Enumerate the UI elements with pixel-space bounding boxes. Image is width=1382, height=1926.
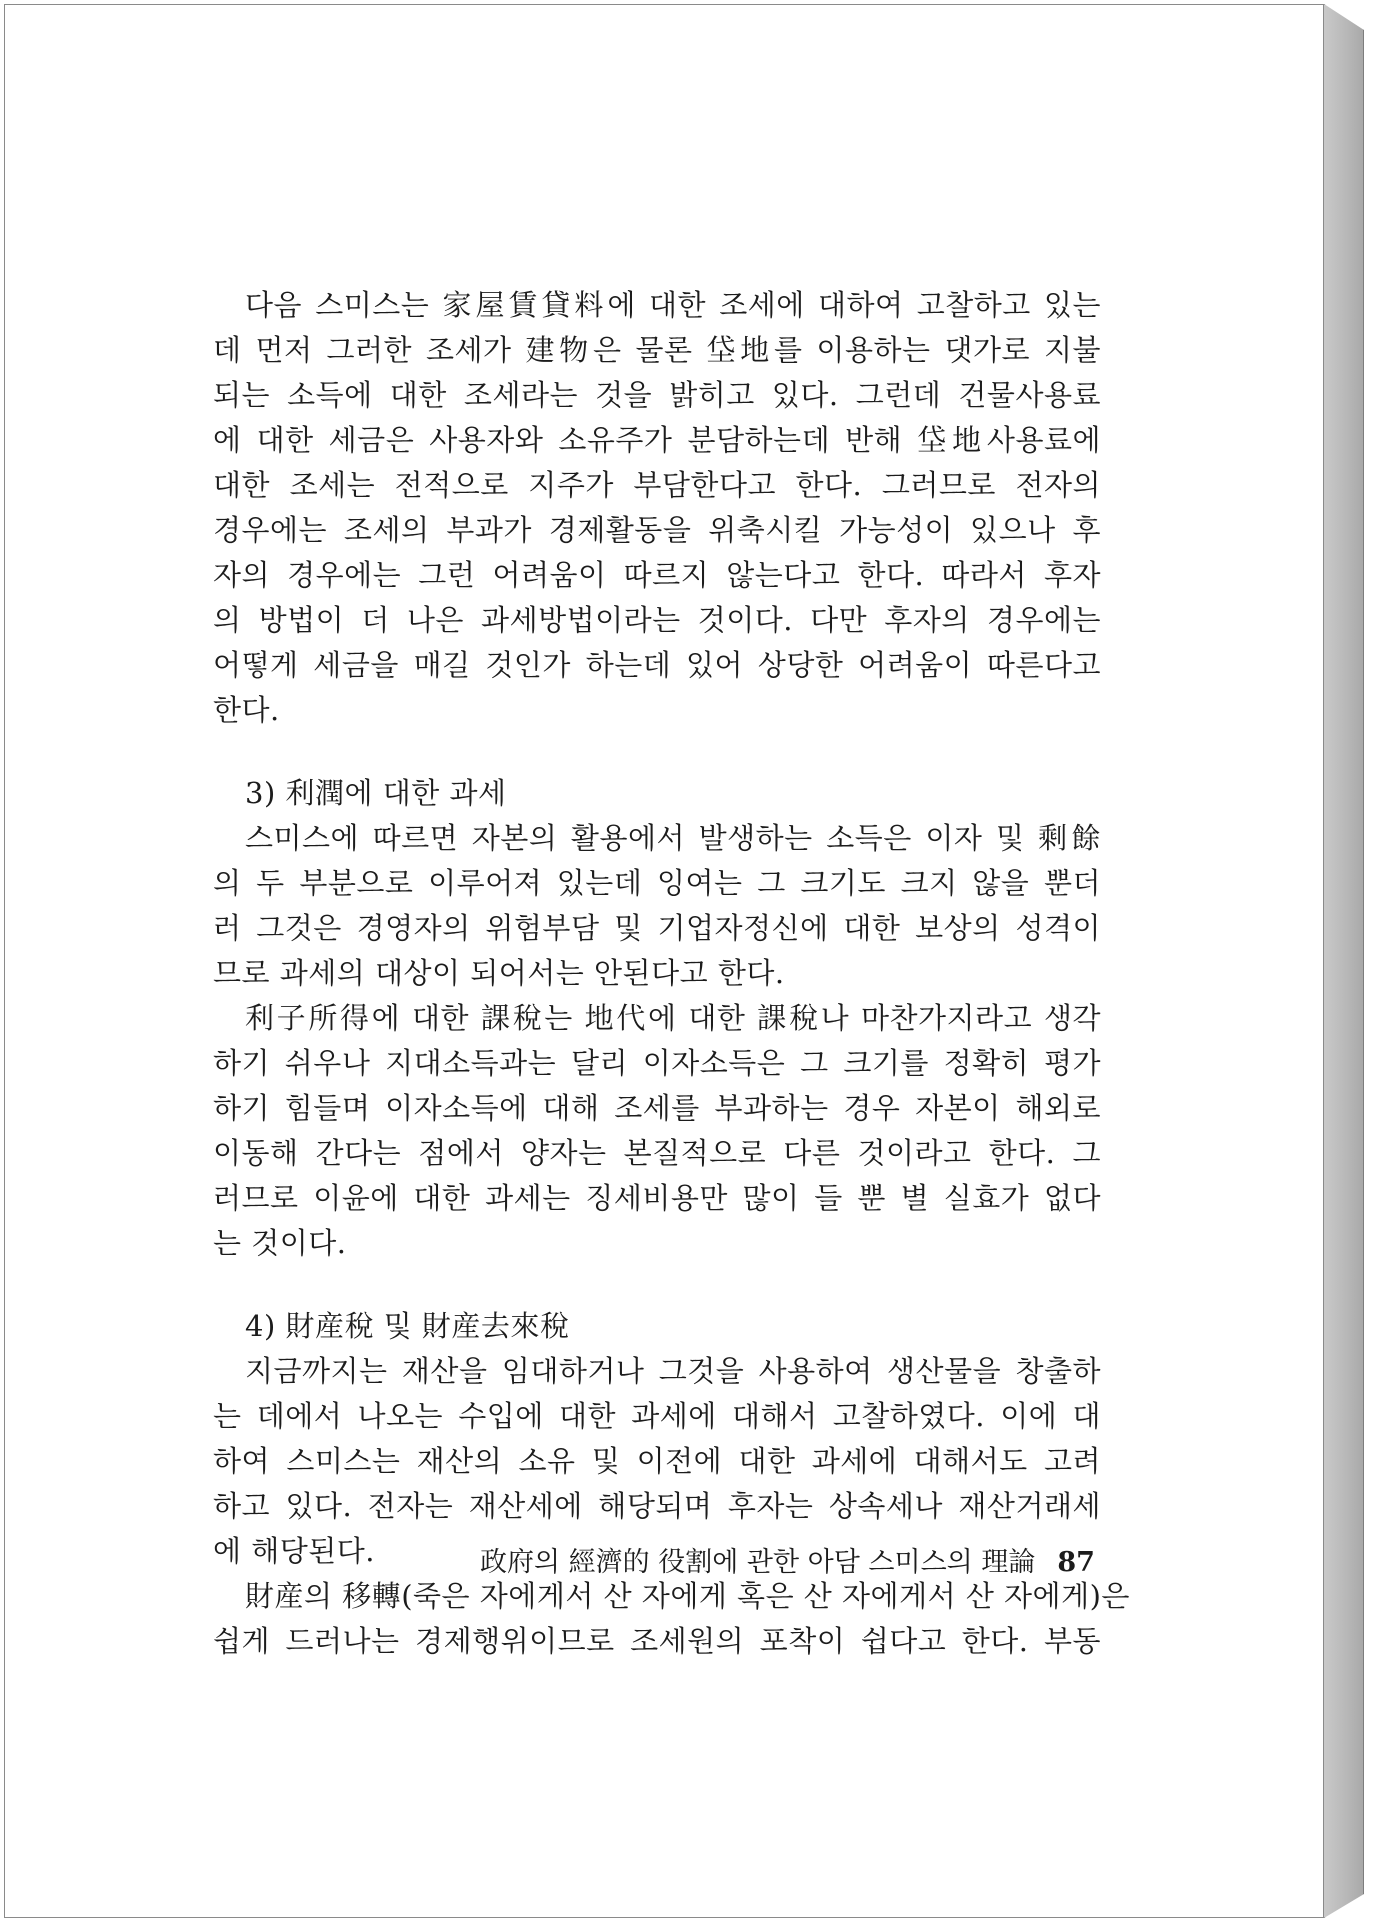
text-line: 스미스에 따르면 자본의 활용에서 발생하는 소득은 이자 및 剩餘 (245, 821, 1101, 855)
text-line: 므로 과세의 대상이 되어서는 안된다고 한다. (213, 956, 785, 990)
running-head-title: 政府의 經濟的 役割에 관한 아담 스미스의 理論 (480, 1547, 1036, 1578)
section-gap (213, 1266, 1101, 1304)
running-footer (480, 1540, 1095, 1579)
text-line: 하기 힘들며 이자소득에 대해 조세를 부과하는 경우 자본이 해외로 (213, 1091, 1101, 1125)
text-line: 이동해 간다는 점에서 양자는 본질적으로 다른 것이라고 한다. 그 (213, 1136, 1101, 1170)
text-line: 의 두 부분으로 이루어져 있는데 잉여는 그 크기도 크지 않을 뿐더 (213, 866, 1101, 900)
text-line: 한다. (213, 693, 280, 727)
text-line: 다음 스미스는 家屋賃貸料에 대한 조세에 대하여 고찰하고 있는 (245, 288, 1101, 322)
text-line: 러므로 이윤에 대한 과세는 징세비용만 많이 들 뿐 별 실효가 없다 (213, 1181, 1101, 1215)
section-gap (213, 733, 1101, 771)
text-line: 자의 경우에는 그런 어려움이 따르지 않는다고 한다. 따라서 후자 (213, 558, 1101, 592)
text-line: 어떻게 세금을 매길 것인가 하는데 있어 상당한 어려움이 따른다고 (213, 648, 1101, 682)
text-line: 의 방법이 더 나은 과세방법이라는 것이다. 다만 후자의 경우에는 (213, 603, 1101, 637)
text-line: 경우에는 조세의 부과가 경제활동을 위축시킬 가능성이 있으나 후 (213, 513, 1101, 547)
text-line: 에 해당된다. (213, 1534, 376, 1568)
page-number: 87 (1057, 1547, 1095, 1578)
text-line: 利子所得에 대한 課稅는 地代에 대한 課稅나 마찬가지라고 생각 (245, 1001, 1101, 1035)
page-sheet (4, 4, 1324, 1918)
text-line: 하기 쉬우나 지대소득과는 달리 이자소득은 그 크기를 정확히 평가 (213, 1046, 1101, 1080)
text-line: 러 그것은 경영자의 위험부담 및 기업자정신에 대한 보상의 성격이 (213, 911, 1101, 945)
text-line: 되는 소득에 대한 조세라는 것을 밝히고 있다. 그런데 건물사용료 (213, 378, 1101, 412)
text-line: 하고 있다. 전자는 재산세에 해당되며 후자는 상속세나 재산거래세 (213, 1489, 1101, 1523)
page-stack-edge (1324, 4, 1364, 1918)
text-line: 대한 조세는 전적으로 지주가 부담한다고 한다. 그러므로 전자의 (213, 468, 1101, 502)
text-line: 財産의 移轉(죽은 자에게서 산 자에게 혹은 산 자에게서 산 자에게)은 (245, 1579, 1130, 1613)
text-line: 에 대한 세금은 사용자와 소유주가 분담하는데 반해 垈地사용료에 (213, 423, 1101, 457)
text-line: 는 데에서 나오는 수입에 대한 과세에 대해서 고찰하였다. 이에 대 (213, 1399, 1101, 1433)
text-line: 데 먼저 그러한 조세가 建物은 물론 垈地를 이용하는 댓가로 지불 (213, 333, 1101, 367)
text-line: 하여 스미스는 재산의 소유 및 이전에 대한 과세에 대해서도 고려 (213, 1444, 1101, 1478)
text-line: 지금까지는 재산을 임대하거나 그것을 사용하여 생산물을 창출하 (245, 1354, 1101, 1388)
body-text (213, 283, 1130, 1664)
text-line: 쉽게 드러나는 경제행위이므로 조세원의 포착이 쉽다고 한다. 부동 (213, 1624, 1101, 1658)
text-line: 는 것이다. (213, 1226, 347, 1260)
section-heading: 3) 利潤에 대한 과세 (245, 776, 507, 810)
section-heading: 4) 財産稅 및 財産去來稅 (245, 1309, 570, 1343)
